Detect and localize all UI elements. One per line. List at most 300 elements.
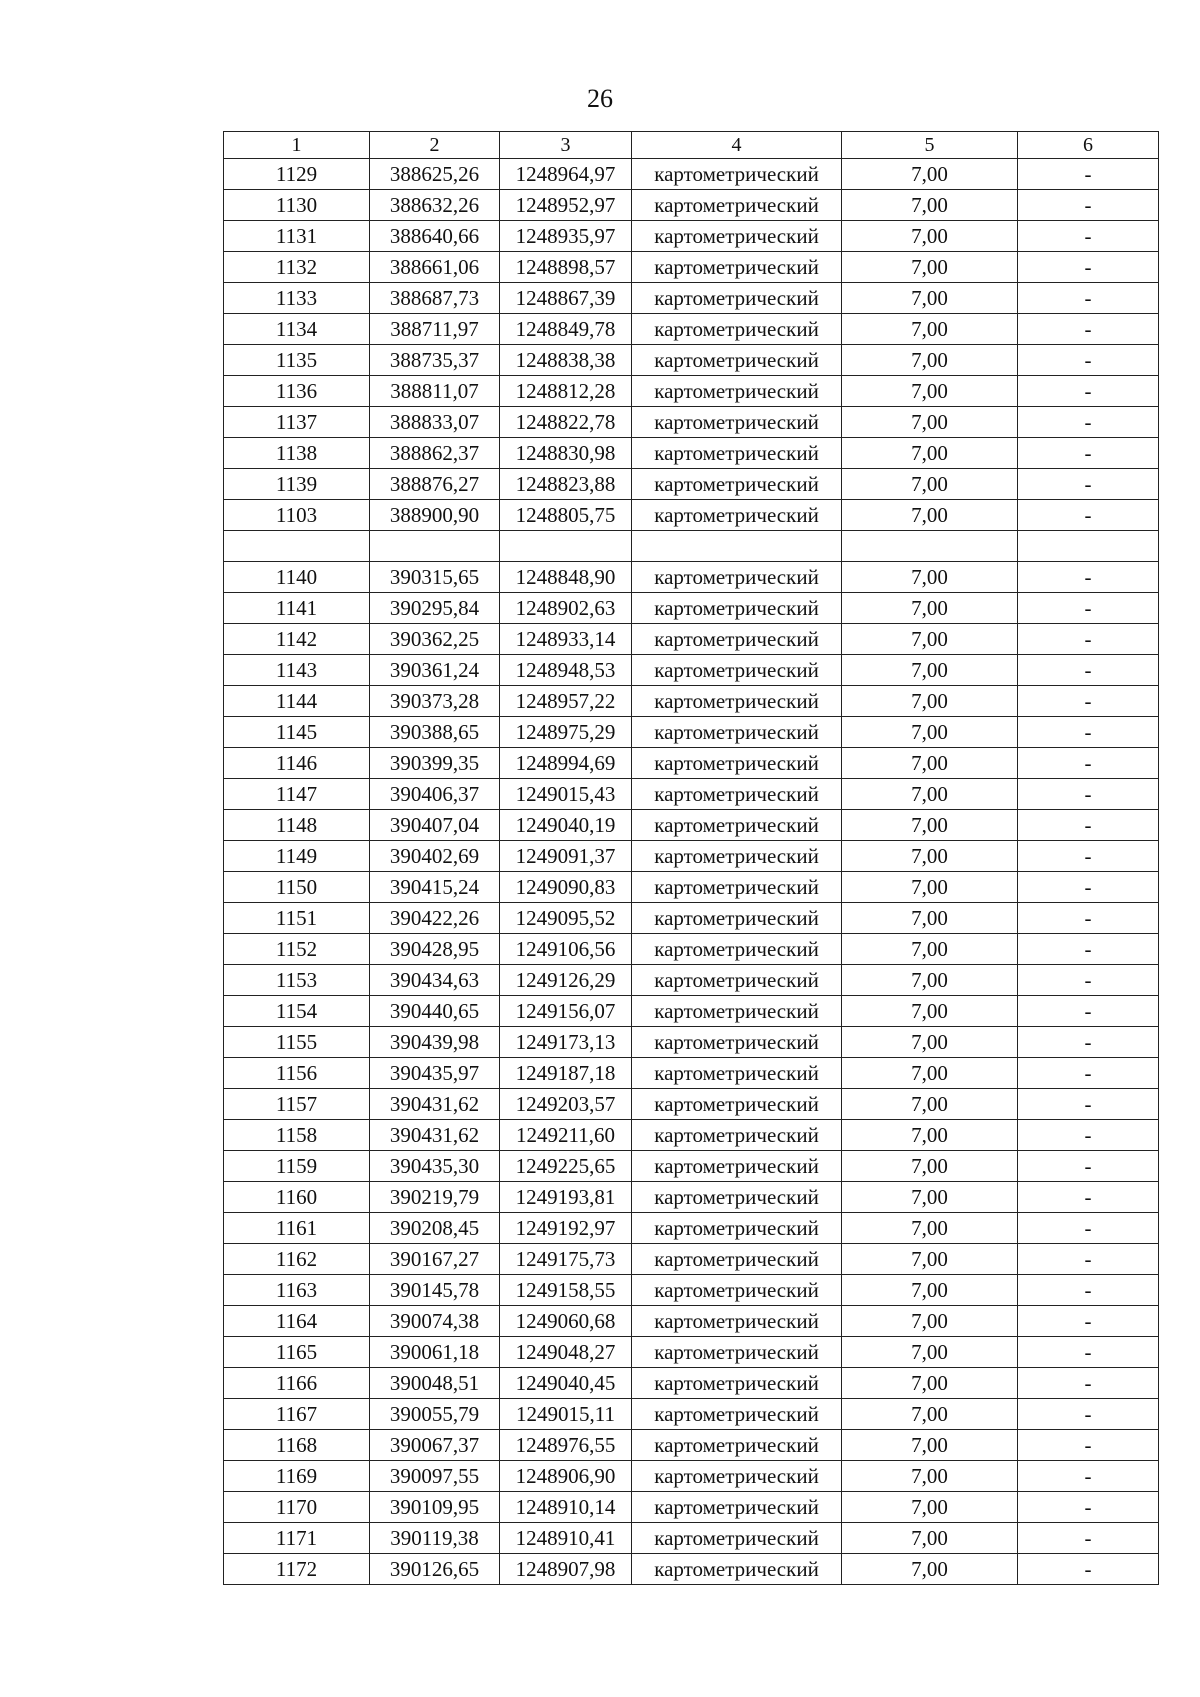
point-number-cell: 1144 [224, 686, 370, 717]
method-cell: картометрический [632, 965, 842, 996]
x-coordinate-cell: 390055,79 [370, 1399, 500, 1430]
accuracy-cell: 7,00 [842, 345, 1018, 376]
accuracy-cell: 7,00 [842, 934, 1018, 965]
note-cell: - [1018, 841, 1159, 872]
x-coordinate-cell: 390439,98 [370, 1027, 500, 1058]
accuracy-cell: 7,00 [842, 500, 1018, 531]
x-coordinate-cell: 388640,66 [370, 221, 500, 252]
note-cell: - [1018, 190, 1159, 221]
point-number-cell: 1162 [224, 1244, 370, 1275]
note-cell: - [1018, 593, 1159, 624]
table-row [224, 1027, 1159, 1058]
note-cell: - [1018, 1492, 1159, 1523]
note-cell: - [1018, 1213, 1159, 1244]
accuracy-cell: 7,00 [842, 1182, 1018, 1213]
x-coordinate-cell: 390315,65 [370, 562, 500, 593]
note-cell: - [1018, 934, 1159, 965]
accuracy-cell: 7,00 [842, 407, 1018, 438]
note-cell: - [1018, 500, 1159, 531]
method-cell: картометрический [632, 593, 842, 624]
column-header-4: 4 [632, 132, 842, 159]
table-row [224, 376, 1159, 407]
note-cell: - [1018, 376, 1159, 407]
table-row [224, 438, 1159, 469]
table-row [224, 1337, 1159, 1368]
note-cell: - [1018, 779, 1159, 810]
method-cell: картометрический [632, 1337, 842, 1368]
table-row [224, 1430, 1159, 1461]
note-cell: - [1018, 283, 1159, 314]
point-number-cell: 1171 [224, 1523, 370, 1554]
note-cell: - [1018, 1275, 1159, 1306]
x-coordinate-cell: 390434,63 [370, 965, 500, 996]
accuracy-cell: 7,00 [842, 438, 1018, 469]
y-coordinate-cell: 1248867,39 [500, 283, 632, 314]
method-cell: картометрический [632, 221, 842, 252]
method-cell: картометрический [632, 624, 842, 655]
method-cell: картометрический [632, 903, 842, 934]
accuracy-cell: 7,00 [842, 252, 1018, 283]
table-row [224, 810, 1159, 841]
y-coordinate-cell: 1249225,65 [500, 1151, 632, 1182]
method-cell: картометрический [632, 717, 842, 748]
accuracy-cell: 7,00 [842, 469, 1018, 500]
y-coordinate-cell: 1249156,07 [500, 996, 632, 1027]
table-row [224, 1461, 1159, 1492]
x-coordinate-cell: 390407,04 [370, 810, 500, 841]
table-row [224, 159, 1159, 190]
y-coordinate-cell: 1248848,90 [500, 562, 632, 593]
point-number-cell: 1166 [224, 1368, 370, 1399]
y-coordinate-cell: 1248838,38 [500, 345, 632, 376]
point-number-cell: 1168 [224, 1430, 370, 1461]
table-row [224, 1120, 1159, 1151]
column-header-5: 5 [842, 132, 1018, 159]
x-coordinate-cell: 390126,65 [370, 1554, 500, 1585]
x-coordinate-cell: 390061,18 [370, 1337, 500, 1368]
accuracy-cell: 7,00 [842, 655, 1018, 686]
x-coordinate-cell: 390067,37 [370, 1430, 500, 1461]
point-number-cell: 1164 [224, 1306, 370, 1337]
y-coordinate-cell: 1248906,90 [500, 1461, 632, 1492]
x-coordinate-cell: 390362,25 [370, 624, 500, 655]
table-row [224, 1089, 1159, 1120]
point-number-cell: 1145 [224, 717, 370, 748]
y-coordinate-cell: 1248933,14 [500, 624, 632, 655]
x-coordinate-cell: 390440,65 [370, 996, 500, 1027]
method-cell: картометрический [632, 407, 842, 438]
table-row [224, 252, 1159, 283]
y-coordinate-cell: 1248948,53 [500, 655, 632, 686]
y-coordinate-cell: 1249192,97 [500, 1213, 632, 1244]
table-row [224, 1492, 1159, 1523]
table-row [224, 965, 1159, 996]
table-row [224, 1523, 1159, 1554]
note-cell: - [1018, 1089, 1159, 1120]
method-cell: картометрический [632, 562, 842, 593]
note-cell: - [1018, 1306, 1159, 1337]
y-coordinate-cell: 1249015,43 [500, 779, 632, 810]
y-coordinate-cell: 1249015,11 [500, 1399, 632, 1430]
note-cell: - [1018, 407, 1159, 438]
accuracy-cell: 7,00 [842, 1399, 1018, 1430]
note-cell: - [1018, 624, 1159, 655]
method-cell: картометрический [632, 841, 842, 872]
x-coordinate-cell: 390208,45 [370, 1213, 500, 1244]
x-coordinate-cell: 388625,26 [370, 159, 500, 190]
x-coordinate-cell: 390119,38 [370, 1523, 500, 1554]
note-cell: - [1018, 996, 1159, 1027]
table-row [224, 593, 1159, 624]
accuracy-cell: 7,00 [842, 1523, 1018, 1554]
point-number-cell: 1172 [224, 1554, 370, 1585]
method-cell: картометрический [632, 283, 842, 314]
point-number-cell: 1140 [224, 562, 370, 593]
x-coordinate-cell: 390097,55 [370, 1461, 500, 1492]
method-cell: картометрический [632, 872, 842, 903]
method-cell: картометрический [632, 934, 842, 965]
note-cell: - [1018, 1151, 1159, 1182]
table-row [224, 314, 1159, 345]
table-header [224, 132, 1159, 159]
table-row [224, 1399, 1159, 1430]
accuracy-cell: 7,00 [842, 903, 1018, 934]
method-cell: картометрический [632, 1461, 842, 1492]
header-row [224, 132, 1159, 159]
table-row [224, 717, 1159, 748]
page-number: 26 [587, 84, 613, 113]
x-coordinate-cell: 388711,97 [370, 314, 500, 345]
x-coordinate-cell: 390431,62 [370, 1120, 500, 1151]
method-cell: картометрический [632, 345, 842, 376]
point-number-cell: 1129 [224, 159, 370, 190]
method-cell: картометрический [632, 252, 842, 283]
table-row [224, 1275, 1159, 1306]
accuracy-cell: 7,00 [842, 1554, 1018, 1585]
point-number-cell: 1139 [224, 469, 370, 500]
point-number-cell: 1103 [224, 500, 370, 531]
method-cell: картометрический [632, 1058, 842, 1089]
accuracy-cell: 7,00 [842, 1461, 1018, 1492]
method-cell: картометрический [632, 748, 842, 779]
point-number-cell: 1146 [224, 748, 370, 779]
accuracy-cell [842, 531, 1018, 562]
note-cell: - [1018, 159, 1159, 190]
point-number-cell: 1136 [224, 376, 370, 407]
note-cell: - [1018, 221, 1159, 252]
method-cell: картометрический [632, 1554, 842, 1585]
note-cell: - [1018, 438, 1159, 469]
point-number-cell: 1169 [224, 1461, 370, 1492]
x-coordinate-cell: 390435,97 [370, 1058, 500, 1089]
accuracy-cell: 7,00 [842, 1089, 1018, 1120]
note-cell: - [1018, 655, 1159, 686]
method-cell: картометрический [632, 469, 842, 500]
accuracy-cell: 7,00 [842, 1337, 1018, 1368]
point-number-cell: 1141 [224, 593, 370, 624]
method-cell: картометрический [632, 1399, 842, 1430]
table-row [224, 903, 1159, 934]
y-coordinate-cell: 1248822,78 [500, 407, 632, 438]
x-coordinate-cell [370, 531, 500, 562]
method-cell: картометрический [632, 1492, 842, 1523]
point-number-cell: 1163 [224, 1275, 370, 1306]
note-cell: - [1018, 1430, 1159, 1461]
accuracy-cell: 7,00 [842, 1120, 1018, 1151]
accuracy-cell: 7,00 [842, 748, 1018, 779]
y-coordinate-cell: 1249158,55 [500, 1275, 632, 1306]
y-coordinate-cell: 1248952,97 [500, 190, 632, 221]
column-header-3: 3 [500, 132, 632, 159]
x-coordinate-cell: 390431,62 [370, 1089, 500, 1120]
point-number-cell: 1135 [224, 345, 370, 376]
table-row [224, 407, 1159, 438]
table-row [224, 469, 1159, 500]
x-coordinate-cell: 388833,07 [370, 407, 500, 438]
column-header-1: 1 [224, 132, 370, 159]
y-coordinate-cell [500, 531, 632, 562]
x-coordinate-cell: 388900,90 [370, 500, 500, 531]
y-coordinate-cell: 1249095,52 [500, 903, 632, 934]
note-cell: - [1018, 314, 1159, 345]
table-row [224, 562, 1159, 593]
accuracy-cell: 7,00 [842, 686, 1018, 717]
column-header-2: 2 [370, 132, 500, 159]
accuracy-cell: 7,00 [842, 314, 1018, 345]
method-cell: картометрический [632, 314, 842, 345]
point-number-cell: 1147 [224, 779, 370, 810]
method-cell: картометрический [632, 1089, 842, 1120]
y-coordinate-cell: 1248975,29 [500, 717, 632, 748]
note-cell: - [1018, 965, 1159, 996]
point-number-cell: 1152 [224, 934, 370, 965]
table-row [224, 221, 1159, 252]
accuracy-cell: 7,00 [842, 872, 1018, 903]
table-row [224, 655, 1159, 686]
note-cell: - [1018, 1554, 1159, 1585]
point-number-cell: 1142 [224, 624, 370, 655]
accuracy-cell: 7,00 [842, 562, 1018, 593]
point-number-cell: 1151 [224, 903, 370, 934]
method-cell: картометрический [632, 438, 842, 469]
accuracy-cell: 7,00 [842, 221, 1018, 252]
note-cell: - [1018, 717, 1159, 748]
method-cell: картометрический [632, 159, 842, 190]
method-cell [632, 531, 842, 562]
method-cell: картометрический [632, 1213, 842, 1244]
accuracy-cell: 7,00 [842, 190, 1018, 221]
y-coordinate-cell: 1249126,29 [500, 965, 632, 996]
y-coordinate-cell: 1248910,41 [500, 1523, 632, 1554]
y-coordinate-cell: 1249048,27 [500, 1337, 632, 1368]
note-cell: - [1018, 748, 1159, 779]
table-row [224, 996, 1159, 1027]
note-cell: - [1018, 1027, 1159, 1058]
method-cell: картометрический [632, 1120, 842, 1151]
point-number-cell: 1131 [224, 221, 370, 252]
note-cell: - [1018, 1244, 1159, 1275]
point-number-cell: 1160 [224, 1182, 370, 1213]
accuracy-cell: 7,00 [842, 1244, 1018, 1275]
x-coordinate-cell: 390109,95 [370, 1492, 500, 1523]
note-cell: - [1018, 562, 1159, 593]
x-coordinate-cell: 390048,51 [370, 1368, 500, 1399]
table-row [224, 841, 1159, 872]
accuracy-cell: 7,00 [842, 779, 1018, 810]
y-coordinate-cell: 1248898,57 [500, 252, 632, 283]
method-cell: картометрический [632, 1027, 842, 1058]
accuracy-cell: 7,00 [842, 965, 1018, 996]
note-cell: - [1018, 1337, 1159, 1368]
note-cell: - [1018, 1461, 1159, 1492]
table-row [224, 686, 1159, 717]
table-row [224, 283, 1159, 314]
column-header-6: 6 [1018, 132, 1159, 159]
accuracy-cell: 7,00 [842, 1430, 1018, 1461]
point-number-cell: 1161 [224, 1213, 370, 1244]
note-cell: - [1018, 1058, 1159, 1089]
x-coordinate-cell: 388811,07 [370, 376, 500, 407]
y-coordinate-cell: 1249175,73 [500, 1244, 632, 1275]
table-row [224, 1368, 1159, 1399]
y-coordinate-cell: 1249203,57 [500, 1089, 632, 1120]
note-cell: - [1018, 686, 1159, 717]
accuracy-cell: 7,00 [842, 283, 1018, 314]
point-number-cell: 1154 [224, 996, 370, 1027]
point-number-cell: 1153 [224, 965, 370, 996]
y-coordinate-cell: 1249193,81 [500, 1182, 632, 1213]
accuracy-cell: 7,00 [842, 1368, 1018, 1399]
table-row [224, 748, 1159, 779]
x-coordinate-cell: 390167,27 [370, 1244, 500, 1275]
method-cell: картометрический [632, 500, 842, 531]
note-cell: - [1018, 810, 1159, 841]
table-body [224, 159, 1159, 1585]
coordinates-table [223, 131, 1159, 1585]
method-cell: картометрический [632, 376, 842, 407]
accuracy-cell: 7,00 [842, 810, 1018, 841]
x-coordinate-cell: 388687,73 [370, 283, 500, 314]
point-number-cell: 1157 [224, 1089, 370, 1120]
x-coordinate-cell: 390373,28 [370, 686, 500, 717]
note-cell: - [1018, 345, 1159, 376]
method-cell: картометрический [632, 1430, 842, 1461]
point-number-cell: 1134 [224, 314, 370, 345]
point-number-cell: 1170 [224, 1492, 370, 1523]
point-number-cell: 1158 [224, 1120, 370, 1151]
x-coordinate-cell: 390074,38 [370, 1306, 500, 1337]
y-coordinate-cell: 1249091,37 [500, 841, 632, 872]
point-number-cell: 1159 [224, 1151, 370, 1182]
point-number-cell: 1138 [224, 438, 370, 469]
table-row [224, 1213, 1159, 1244]
point-number-cell: 1155 [224, 1027, 370, 1058]
y-coordinate-cell: 1248830,98 [500, 438, 632, 469]
note-cell [1018, 531, 1159, 562]
point-number-cell: 1148 [224, 810, 370, 841]
y-coordinate-cell: 1249060,68 [500, 1306, 632, 1337]
table-row [224, 1058, 1159, 1089]
note-cell: - [1018, 469, 1159, 500]
table-row [224, 624, 1159, 655]
table-row [224, 872, 1159, 903]
method-cell: картометрический [632, 996, 842, 1027]
table-row [224, 1151, 1159, 1182]
note-cell: - [1018, 1120, 1159, 1151]
x-coordinate-cell: 390422,26 [370, 903, 500, 934]
x-coordinate-cell: 390415,24 [370, 872, 500, 903]
method-cell: картометрический [632, 810, 842, 841]
accuracy-cell: 7,00 [842, 1492, 1018, 1523]
method-cell: картометрический [632, 686, 842, 717]
accuracy-cell: 7,00 [842, 624, 1018, 655]
point-number-cell: 1150 [224, 872, 370, 903]
x-coordinate-cell: 390295,84 [370, 593, 500, 624]
point-number-cell: 1132 [224, 252, 370, 283]
x-coordinate-cell: 390402,69 [370, 841, 500, 872]
note-cell: - [1018, 1368, 1159, 1399]
y-coordinate-cell: 1249090,83 [500, 872, 632, 903]
method-cell: картометрический [632, 1523, 842, 1554]
x-coordinate-cell: 390388,65 [370, 717, 500, 748]
table-row-separator [224, 531, 1159, 562]
y-coordinate-cell: 1248994,69 [500, 748, 632, 779]
point-number-cell [224, 531, 370, 562]
y-coordinate-cell: 1249040,45 [500, 1368, 632, 1399]
y-coordinate-cell: 1248907,98 [500, 1554, 632, 1585]
y-coordinate-cell: 1248935,97 [500, 221, 632, 252]
method-cell: картометрический [632, 655, 842, 686]
method-cell: картометрический [632, 1182, 842, 1213]
x-coordinate-cell: 390435,30 [370, 1151, 500, 1182]
y-coordinate-cell: 1248812,28 [500, 376, 632, 407]
accuracy-cell: 7,00 [842, 996, 1018, 1027]
x-coordinate-cell: 388632,26 [370, 190, 500, 221]
point-number-cell: 1137 [224, 407, 370, 438]
table-row [224, 1182, 1159, 1213]
x-coordinate-cell: 388661,06 [370, 252, 500, 283]
x-coordinate-cell: 390399,35 [370, 748, 500, 779]
accuracy-cell: 7,00 [842, 376, 1018, 407]
accuracy-cell: 7,00 [842, 593, 1018, 624]
table-row [224, 1306, 1159, 1337]
method-cell: картометрический [632, 1306, 842, 1337]
accuracy-cell: 7,00 [842, 841, 1018, 872]
accuracy-cell: 7,00 [842, 1027, 1018, 1058]
x-coordinate-cell: 390145,78 [370, 1275, 500, 1306]
point-number-cell: 1133 [224, 283, 370, 314]
method-cell: картометрический [632, 779, 842, 810]
method-cell: картометрический [632, 1368, 842, 1399]
method-cell: картометрический [632, 1244, 842, 1275]
note-cell: - [1018, 1182, 1159, 1213]
y-coordinate-cell: 1248805,75 [500, 500, 632, 531]
method-cell: картометрический [632, 190, 842, 221]
accuracy-cell: 7,00 [842, 1058, 1018, 1089]
table-row [224, 190, 1159, 221]
x-coordinate-cell: 388735,37 [370, 345, 500, 376]
point-number-cell: 1143 [224, 655, 370, 686]
method-cell: картометрический [632, 1151, 842, 1182]
y-coordinate-cell: 1249106,56 [500, 934, 632, 965]
x-coordinate-cell: 388862,37 [370, 438, 500, 469]
point-number-cell: 1165 [224, 1337, 370, 1368]
point-number-cell: 1149 [224, 841, 370, 872]
note-cell: - [1018, 1399, 1159, 1430]
y-coordinate-cell: 1248902,63 [500, 593, 632, 624]
point-number-cell: 1156 [224, 1058, 370, 1089]
table-row [224, 934, 1159, 965]
